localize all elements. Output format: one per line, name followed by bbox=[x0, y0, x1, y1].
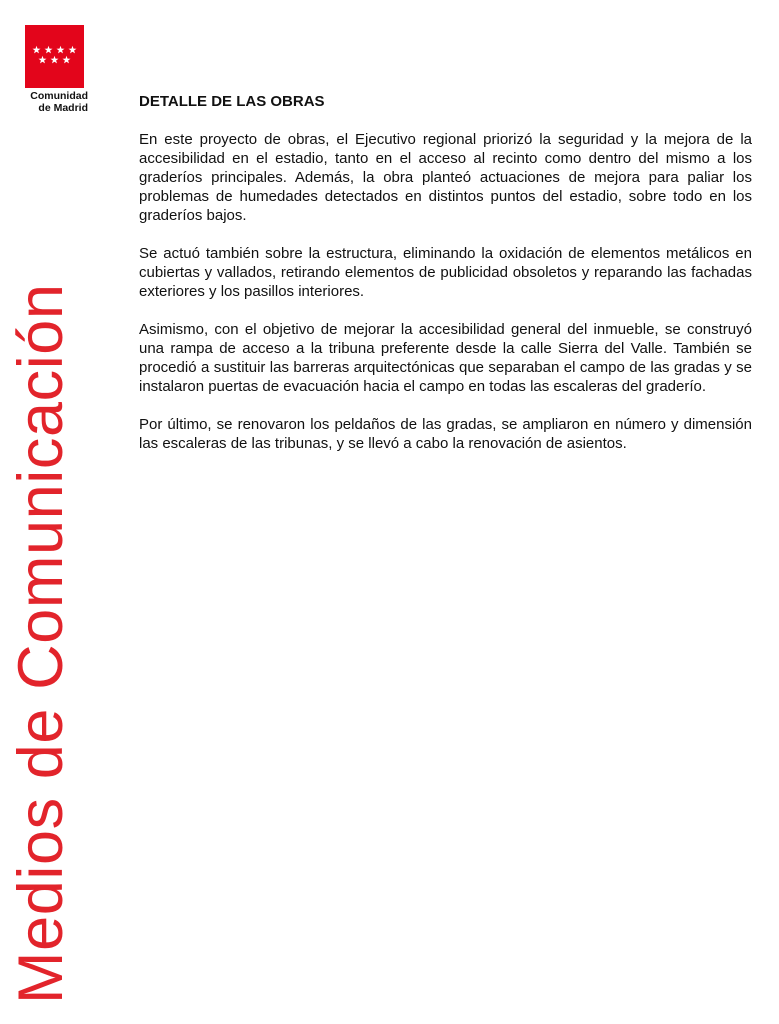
logo-caption bbox=[18, 90, 88, 114]
logo-caption-line-1: Comunidad bbox=[30, 90, 88, 102]
section-heading: DETALLE DE LAS OBRAS bbox=[139, 93, 325, 110]
paragraph-1: En este proyecto de obras, el Ejecutivo regional priorizó la seguridad y la mejora de la accesibilidad en el estadio, tanto en el acceso al recinto como dentro del mismo a los graderíos principales. Además, la obra planteó actuaciones de mejora para paliar los problemas de humedades detectados en distintos puntos del estadio, sobre todo en los graderíos bajos. bbox=[139, 131, 752, 224]
document-body bbox=[139, 92, 752, 472]
seven-stars-icon bbox=[25, 25, 84, 88]
comunidad-de-madrid-logo bbox=[25, 25, 84, 88]
paragraph-3: Asimismo, con el objetivo de mejorar la accesibilidad general del inmueble, se construyó una rampa de acceso a la tribuna preferente desde la calle Sierra del Valle. También se procedió a sustituir las barreras arquitectónicas que separaban el campo de las gradas y se instalaron puertas de evacuación hacia el campo en todas las escaleras del graderío. bbox=[139, 321, 752, 395]
medios-de-comunicacion-vertical-title: Medios de Comunicación bbox=[6, 283, 76, 1004]
logo-caption-line-2: de Madrid bbox=[38, 102, 88, 114]
paragraph-4: Por último, se renovaron los peldaños de las gradas, se ampliaron en número y dimensión las escaleras de las tribunas, y se llevó a cabo la renovación de asientos. bbox=[139, 416, 752, 452]
paragraph-2: Se actuó también sobre la estructura, eliminando la oxidación de elementos metálicos en cubiertas y vallados, retirando elementos de publicidad obsoletos y reparando las fachadas exteriores y los pasillos interiores. bbox=[139, 245, 752, 300]
